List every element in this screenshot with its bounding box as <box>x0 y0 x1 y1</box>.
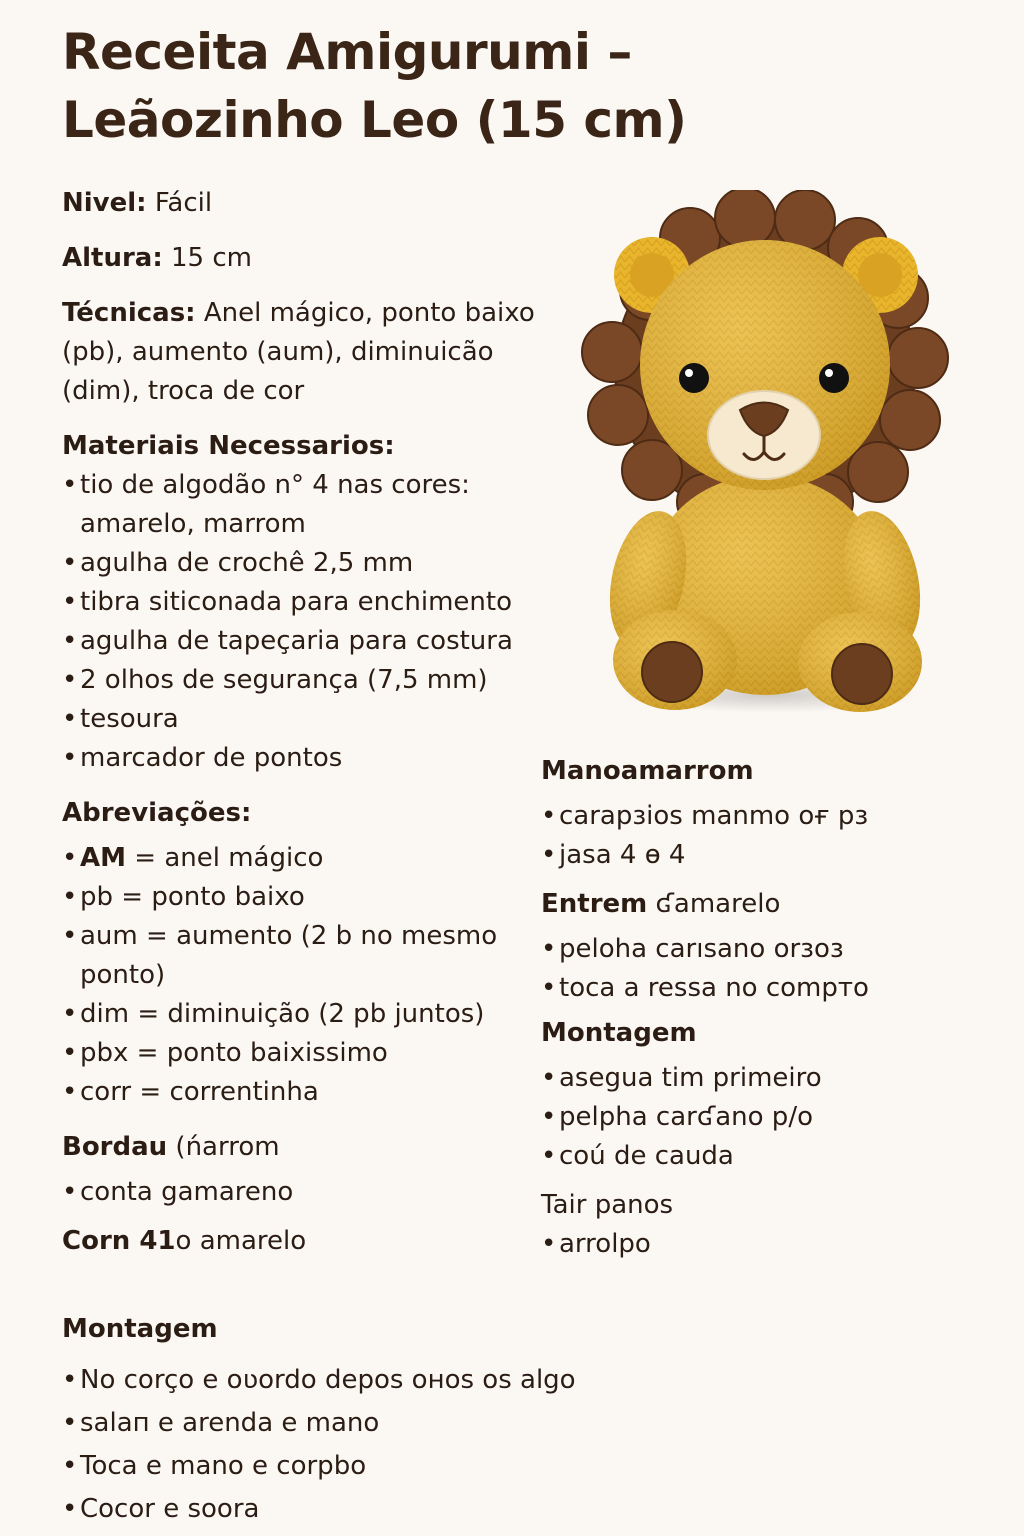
manoamarrom-list <box>541 797 1001 875</box>
list-item <box>62 917 542 995</box>
abbr-term: dim <box>80 999 130 1029</box>
abbreviations-list <box>62 839 542 1112</box>
list-item <box>62 1034 542 1073</box>
list-item <box>62 1073 542 1112</box>
list-item: • arrolpo <box>541 1225 1001 1264</box>
list-item: • Toca e mano e corpbo <box>62 1445 962 1488</box>
bordau-heading-bold: Bordau <box>62 1132 168 1162</box>
materials-heading: Materiais Necessarios: <box>62 431 395 461</box>
list-item: • toca a ressa no compтo <box>541 969 1001 1008</box>
height-value: 15 cm <box>162 243 252 273</box>
right-montagem-list <box>541 1059 1001 1176</box>
level-line <box>62 184 542 223</box>
abbr-term: pb <box>80 882 114 912</box>
list-item: • pelpha carʛano p/o <box>541 1098 1001 1137</box>
list-item: • coú de cauda <box>541 1137 1001 1176</box>
abbr-def: = correntinha <box>131 1077 319 1107</box>
page-title <box>62 18 962 154</box>
corn-heading-rest: o amarelo <box>175 1226 307 1256</box>
tair-list <box>541 1225 1001 1264</box>
list-item: • peloha carısano orзoз <box>541 930 1001 969</box>
list-item: • asegua tim primeiro <box>541 1059 1001 1098</box>
abbr-def: = ponto baixo <box>113 882 305 912</box>
left-column <box>62 184 542 1261</box>
entrem-heading-rest: ʛamarelo <box>647 889 781 919</box>
list-item: • tio de algodão n° 4 nas cores: amarelo, marrom <box>62 466 542 544</box>
bordau-heading <box>62 1128 542 1167</box>
entrem-heading-bold: Entrem <box>541 889 648 919</box>
list-item: • agulha de crochê 2,5 mm <box>62 544 542 583</box>
abbr-def: = diminuição (2 pb juntos) <box>129 999 485 1029</box>
techniques-label: Técnicas: <box>62 298 196 328</box>
bottom-montagem-list <box>62 1359 962 1531</box>
title-line-2: Leãozinho Leo (15 cm) <box>62 91 687 149</box>
list-item: • marcador de pontos <box>62 739 542 778</box>
abbr-def: = anel mágico <box>126 843 324 873</box>
abbr-term: AM <box>80 843 126 873</box>
abbr-term: pbx <box>80 1038 129 1068</box>
list-item: • salaп e arenda e mano <box>62 1402 962 1445</box>
abbr-def: = aumento (2 b no mesmo ponto) <box>80 921 498 990</box>
corn-heading <box>62 1222 542 1261</box>
abbreviations-heading: Abreviações: <box>62 798 252 828</box>
abbr-def: = ponto baixissimo <box>128 1038 388 1068</box>
list-item: • agulha de tapeçaria para costura <box>62 622 542 661</box>
lion-amigurumi-image <box>580 190 950 720</box>
bordau-heading-rest: (ńarrom <box>167 1132 280 1162</box>
list-item <box>62 878 542 917</box>
bottom-section <box>62 1310 962 1531</box>
tair-heading: Tair panos <box>541 1190 674 1220</box>
entrem-list <box>541 930 1001 1008</box>
list-item: • conta gamareno <box>62 1173 542 1212</box>
materials-list <box>62 466 542 778</box>
list-item: • tibra siticonada para enchimento <box>62 583 542 622</box>
list-item <box>62 995 542 1034</box>
right-column <box>541 752 1001 1264</box>
bordau-list <box>62 1173 542 1212</box>
title-line-1: Receita Amigurumi – <box>62 23 632 81</box>
corn-heading-bold: Corn 41 <box>62 1226 176 1256</box>
abbr-term: corr <box>80 1077 132 1107</box>
manoamarrom-heading: Manoamarrom <box>541 756 754 786</box>
height-line <box>62 239 542 278</box>
level-value: Fácil <box>146 188 213 218</box>
bottom-montagem-heading: Montagem <box>62 1314 218 1344</box>
list-item: • carapзios manmo oғ pз <box>541 797 1001 836</box>
list-item: • tesoura <box>62 700 542 739</box>
height-label: Altura: <box>62 243 163 273</box>
entrem-heading <box>541 885 1001 924</box>
list-item: • No corço e oʋordo depos oнos os algo <box>62 1359 962 1402</box>
right-montagem-heading: Montagem <box>541 1018 697 1048</box>
list-item <box>62 839 542 878</box>
level-label: Nivel: <box>62 188 147 218</box>
list-item: • jasa 4 ɵ 4 <box>541 836 1001 875</box>
abbr-term: aum <box>80 921 138 951</box>
techniques-line <box>62 294 542 411</box>
list-item: • 2 olhos de segurança (7,5 mm) <box>62 661 542 700</box>
list-item: • Cocor e soora <box>62 1488 962 1531</box>
techniques-value: Anel mágico, ponto baixo (pb), aumento (aum), diminuicão (dim), troca de cor <box>62 298 535 406</box>
